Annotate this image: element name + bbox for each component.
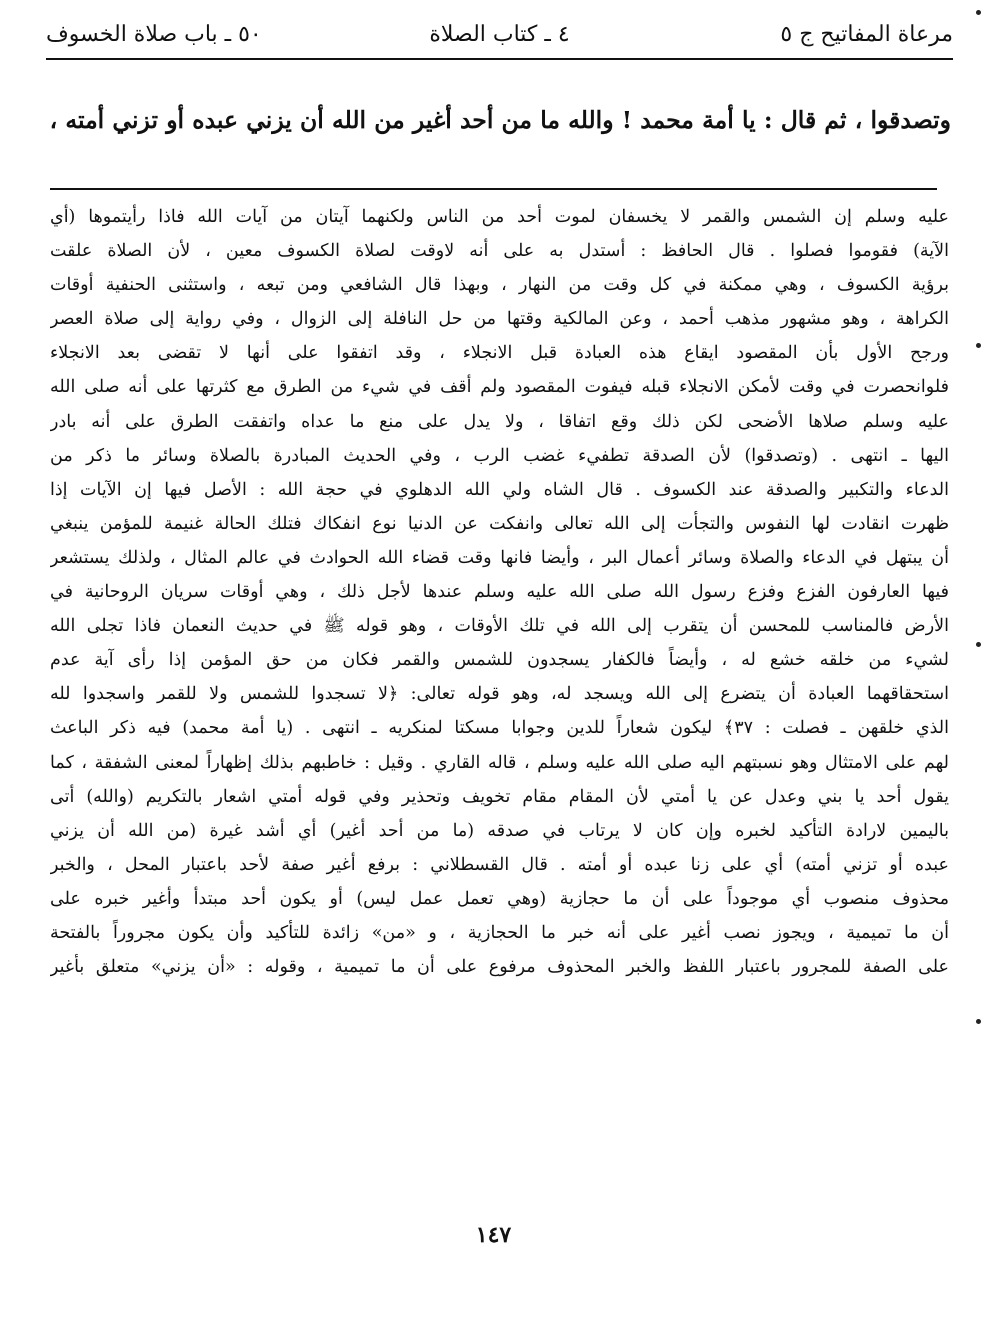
margin-mark <box>976 642 981 647</box>
book-title: مرعاة المفاتيح ج ٥ <box>780 22 953 47</box>
commentary-line: يقول أحد يا بني وعدل عن يا أمتي لأن المقام مقام تخويف وتحذير وفي قوله أمتي اشعار بالتكريم (والله) أتى <box>50 786 949 807</box>
commentary-line: الدعاء والتكبير والصدقة عند الكسوف . قال الشاه ولي الله الدهلوي في حجة الله : الأصل فيها إن الآيات إذا <box>50 479 949 500</box>
commentary-line: محذوف منصوب أي موجوداً على أن ما حجازية (وهي تعمل عمل ليس) أو يكون أحد مبتدأ وأغير خبره على <box>50 888 949 909</box>
running-head <box>46 14 953 60</box>
commentary-line: عليه وسلم إن الشمس والقمر لا يخسفان لموت أحد من الناس ولكنهما آيتان من آيات الله فاذا رأيتموها (أي <box>50 207 949 227</box>
hadith-text: وتصدقوا ، ثم قال : يا أمة محمد ! والله ما من أحد أغير من الله أن يزني عبده أو تزني أمته ، <box>49 106 951 134</box>
commentary-line: فلوانحصرت في وقت لأمكن الانجلاء قبله فيفوت المقصود ولم أقف في شيء من الطرق مع كثرتها على أنه صلى الله <box>50 377 949 398</box>
commentary-line: فيها العارفون الفزع وفزع رسول الله صلى الله عليه وسلم عندها لأجل ذلك ، وهي أوقات سريان الروحانية في <box>50 582 949 603</box>
commentary-line: على الصفة للمجرور باعتبار اللفظ والخبر المحذوف مرفوع على أن ما تميمية ، وقوله : «أن يزني» متعلق بأغير <box>50 957 949 978</box>
kitab-title: ٤ ـ كتاب الصلاة <box>429 22 570 47</box>
margin-mark <box>976 343 981 348</box>
commentary-line: استحقاقهما العبادة أن يتضرع إلى الله ويسجد له، وهو قوله تعالى: ﴿لا تسجدوا للشمس ولا للقمر واسجدوا لله <box>50 684 949 705</box>
commentary-line: ورجح الأول بأن المقصود ايقاع هذه العبادة قبل الانجلاء ، وقد اتفقوا على أنها لا تقضى بعد الانجلاء <box>50 343 949 364</box>
commentary-line: باليمين لارادة التأكيد لخبره وإن كان لا يرتاب في صدقه (ما من أحد أغير) أي أشد غيرة (من الله أن يزني <box>50 820 949 841</box>
commentary-line: أن يبتهل في الدعاء والصلاة وسائر أعمال البر ، وأيضا فانها وقت قضاء الله الحوادث في عالم المثال ، ولذلك يستشعر <box>50 547 949 568</box>
commentary-line: لشيء من خلقه خشع له ، وأيضاً فالكفار يسجدون للشمس والقمر فكان من حق المؤمن إذا رأى آية عدم <box>50 650 949 671</box>
commentary-line: ظهرت انقادت لها النفوس والتجأت إلى الله تعالى وانفكت عن الدنيا نوع انفكاك فتلك الحالة غنيمة للمؤمن ينبغي <box>50 513 949 534</box>
section-divider <box>50 188 937 190</box>
bab-title: ٥٠ ـ باب صلاة الخسوف <box>46 22 262 47</box>
commentary-line: الذي خلقهن ـ فصلت : ٣٧﴾ ليكون شعاراً للدين وجوابا مسكتا لمنكريه ـ انتهى . (يا أمة محمد) فيه ذكر الباعث <box>50 718 949 739</box>
commentary-line: أن ما تميمية ، ويجوز نصب أغير على أنه خبر ما الحجازية ، و «من» زائدة للتأكيد وأن يكون مجروراً بالفتحة <box>50 922 949 943</box>
commentary-line: عليه وسلم صلاها الأضحى لكن ذلك وقع اتفاقا ، ولا يدل على منع ما عداه واتفقت الطرق على أنه بادر <box>50 411 949 432</box>
commentary-line: الكراهة ، وهو مشهور مذهب أحمد ، وعن المالكية وقتها من حل النافلة إلى الزوال ، وفي رواية إلى صلاة العصر <box>50 309 949 330</box>
commentary-line: الآية) فقوموا فصلوا . قال الحافظ : أستدل به على أنه لاوقت لصلاة الكسوف معين ، لأن الصلاة علقت <box>50 241 949 262</box>
page-number: ١٤٧ <box>475 1222 512 1248</box>
commentary-line: لهم على الامتثال وهو نسبتهم اليه صلى الله عليه وسلم ، قاله القاري . وقيل : خاطبهم بذلك إظهاراً لمعنى الشفقة ، كما <box>50 752 949 773</box>
commentary-line: عبده أو تزني أمته) أي على زنا عبده أو أمته . قال القسطلاني : برفع أغير صفة لأحد باعتبار المحل ، والخبر <box>50 854 949 875</box>
commentary-line: اليها ـ انتهى . (وتصدقوا) لأن الصدقة تطفيء غضب الرب ، وفي الحديث المبادرة بالصلاة وسائر ما ذكر من <box>50 445 949 466</box>
commentary-line: برؤية الكسوف ، وهي ممكنة في كل وقت من النهار ، وبهذا قال الشافعي ومن تبعه ، واستثنى الحنفية أوقات <box>50 275 949 296</box>
commentary-line: الأرض فالمناسب للمحسن أن يتقرب إلى الله في تلك الأوقات ، وهو قوله ﷺ في حديث النعمان فاذا تجلى الله <box>50 616 949 637</box>
commentary-block <box>50 200 949 984</box>
margin-mark <box>976 1019 981 1024</box>
margin-mark <box>976 10 981 15</box>
